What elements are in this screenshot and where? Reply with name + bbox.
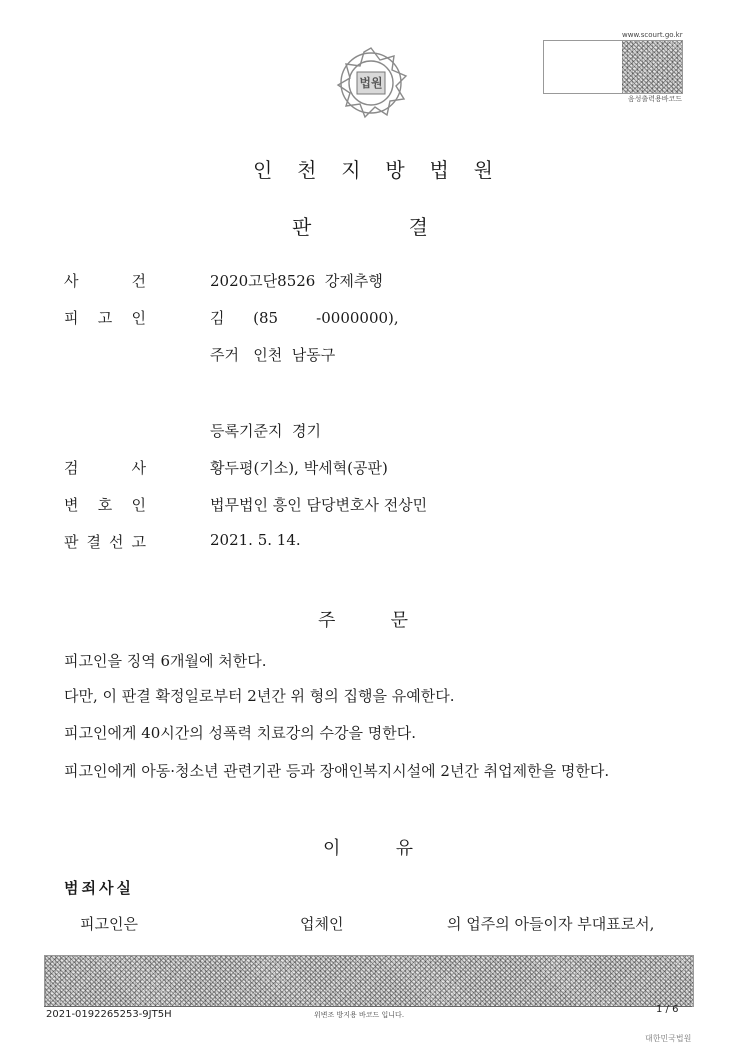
audio-barcode	[622, 41, 682, 93]
prosecutor-names: 황두평(기소), 박세혁(공판)	[210, 459, 388, 477]
crime-facts-text-2: 업체인	[300, 915, 344, 933]
order-item: 피고인에게 아동·청소년 관련기관 등과 장애인복지시설에 2년간 취업제한을 명한다.	[64, 762, 610, 780]
issuer-stamp: 대한민국법원	[645, 1034, 692, 1043]
seal-text: 법원	[359, 76, 383, 90]
barcode-notice: 위변조 방지용 바코드 입니다.	[314, 1011, 405, 1019]
document-title-char: 판	[292, 215, 312, 239]
case-number: 2020고단8526 강제추행	[210, 272, 383, 290]
judgment-date: 2021. 5. 14.	[210, 531, 301, 549]
barcode-caption: 음성출력용바코드	[627, 95, 682, 103]
label-case: 사 건	[64, 272, 146, 290]
label-defendant: 피 고 인	[64, 309, 146, 327]
defendant-address: 주거 인천 남동구	[210, 346, 336, 364]
footer-rule	[44, 1006, 692, 1007]
court-seal	[330, 42, 412, 124]
crime-facts-text-3: 의 업주의 아들이자 부대표로서,	[447, 915, 655, 933]
crime-facts-heading: 범죄사실	[64, 879, 134, 897]
order-item: 다만, 이 판결 확정일로부터 2년간 위 형의 집행을 유예한다.	[64, 687, 455, 705]
court-name-char: 지	[341, 158, 361, 182]
court-name-char: 천	[297, 158, 317, 182]
order-heading: 주 문	[318, 610, 408, 631]
site-url: www.scourt.go.kr	[622, 31, 683, 39]
document-title-char: 결	[408, 215, 428, 239]
counsel-name: 법무법인 흥인 담당변호사 전상민	[210, 496, 428, 514]
label-counsel: 변 호 인	[64, 496, 146, 514]
label-prosecutor: 검 사	[64, 459, 146, 477]
document-id: 2021-0192265253-9JT5H	[46, 1009, 172, 1020]
document-title	[292, 211, 428, 240]
anti-forgery-barcode	[44, 955, 694, 1007]
court-name-char: 원	[473, 158, 493, 182]
defendant-name: 김 (85 -0000000),	[210, 309, 399, 327]
reason-heading: 이 유	[323, 838, 413, 859]
order-item: 피고인에게 40시간의 성폭력 치료강의 수강을 명한다.	[64, 724, 416, 742]
court-name-char: 법	[429, 158, 449, 182]
defendant-registration: 등록기준지 경기	[210, 422, 321, 440]
order-item: 피고인을 징역 6개월에 처한다.	[64, 652, 267, 670]
audio-barcode-box	[543, 40, 683, 94]
court-name-char: 인	[253, 158, 273, 182]
label-judgment-date: 판 결 선 고	[64, 533, 146, 551]
page-number: 1 / 6	[656, 1004, 679, 1015]
crime-facts-text-1: 피고인은	[80, 915, 138, 933]
court-name	[253, 154, 493, 183]
court-name-char: 방	[385, 158, 405, 182]
